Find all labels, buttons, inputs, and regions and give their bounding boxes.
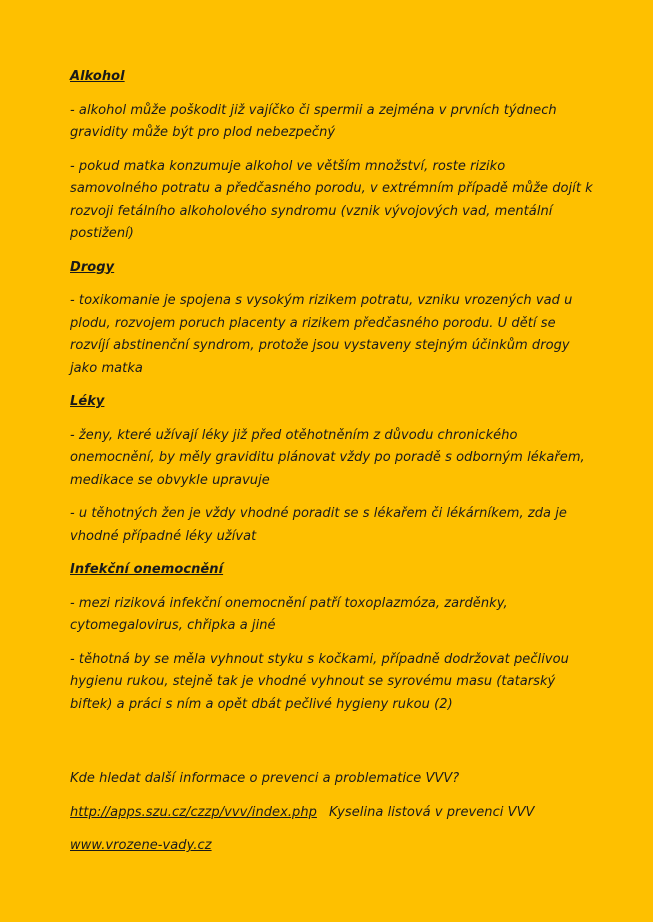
info-question: Kde hledat další informace o prevenci a problematice VVV? bbox=[70, 771, 460, 786]
link-caption: Kyselina listová v prevenci VVV bbox=[328, 804, 535, 820]
paragraph: - mezi riziková infekční onemocnění patří toxoplazmóza, zarděnky, cytomegalovirus, chřipka a jiné bbox=[70, 595, 508, 633]
link-row bbox=[70, 802, 595, 825]
document-page bbox=[70, 66, 595, 869]
section-heading-alkohol: Alkohol bbox=[70, 69, 125, 84]
link-row bbox=[70, 835, 595, 858]
section-heading-drogy: Drogy bbox=[70, 259, 115, 275]
vrozene-vady-link[interactable]: www.vrozene-vady.cz bbox=[70, 838, 212, 853]
section-heading-infekcni-onemocneni: Infekční onemocnění bbox=[70, 562, 224, 577]
section-heading-leky: Léky bbox=[70, 394, 105, 409]
paragraph: - alkohol může poškodit již vajíčko či spermii a zejména v prvních týdnech gravidity může být pro plod nebezpečný bbox=[70, 102, 557, 140]
paragraph: - těhotná by se měla vyhnout styku s kočkami, případně dodržovat pečlivou hygienu rukou, stejně tak je vhodné vyhnout se syrovému masu (tatarský biftek) a práci s ním a opět dbát pečlivé hygieny rukou (2) bbox=[70, 651, 569, 712]
paragraph: - toxikomanie je spojena s vysokým rizikem potratu, vzniku vrozených vad u plodu, rozvojem poruch placenty a rizikem předčasného porodu. U dětí se rozvíjí abstinenční syndrom, protože jsou vystaveny stejným účinkům drogy jako matka bbox=[70, 293, 573, 376]
paragraph: - ženy, které užívají léky již před otěhotněním z důvodu chronického onemocnění, by měly graviditu plánovat vždy po poradě s odborným lékařem, medikace se obvykle upravuje bbox=[70, 427, 585, 488]
spacer bbox=[70, 727, 595, 768]
szu-link[interactable]: http://apps.szu.cz/czzp/vvv/index.php bbox=[70, 804, 317, 820]
paragraph: - pokud matka konzumuje alkohol ve větším množství, roste riziko samovolného potratu a předčasného porodu, v extrémním případě může dojít k rozvoji fetálního alkoholového syndromu (vznik vývojových vad, mentální postižení) bbox=[70, 158, 593, 241]
paragraph: - u těhotných žen je vždy vhodné poradit se s lékařem či lékárníkem, zda je vhodné případné léky užívat bbox=[70, 506, 567, 544]
